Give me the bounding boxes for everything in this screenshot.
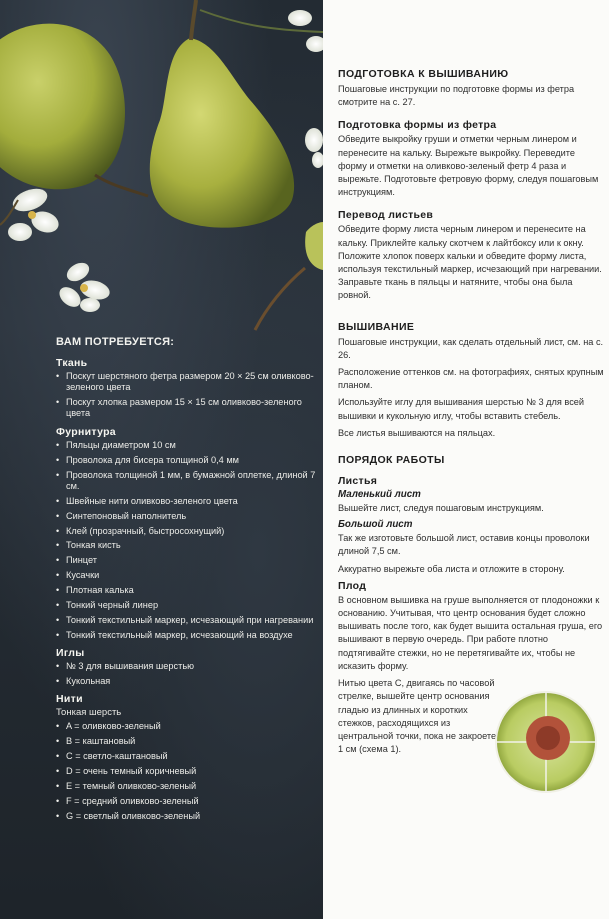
list-item: • Кукольная (56, 676, 316, 687)
list-item: • Швейные нити оливково-зеленого цвета (56, 496, 316, 507)
instructions-panel (323, 0, 609, 919)
instructions-content (338, 68, 606, 760)
embroidery-p3: Используйте иглу для вышивания шерстью № 3 для всей вышивки и кукольную иглу, чтобы вставить стебель. (338, 397, 585, 421)
leaves-heading: Листья (338, 475, 378, 488)
needles-heading: Иглы (56, 647, 85, 660)
materials-list (56, 336, 316, 828)
big-leaf-text: Так же изготовьте большой лист, оставив концы проволоки длиной 7,5 см. (338, 533, 590, 557)
prep-intro: Пошаговые инструкции по подготовке формы из фетра смотрите на с. 27. (338, 84, 575, 108)
felt-text: Обведите выкройку груши и отметки черным линером и перенесите на кальку. Вырежьте выкройку. Переведите форму и отметки на оливково-зеленый фетр 4 раза и вырежьте. Подготовьте фетровую форму, следуя пошаговым инструкциям. (338, 134, 599, 198)
threads-heading: Нити (56, 693, 83, 706)
list-item: • Клей (прозрачный, быстросохнущий) (56, 526, 316, 537)
hardware-list (56, 440, 316, 641)
embroidery-title: ВЫШИВАНИЕ (338, 320, 415, 333)
threads-subheading: Тонкая шерсть (56, 707, 122, 719)
leaves-transfer-heading: Перевод листьев (338, 209, 434, 222)
order-title: ПОРЯДОК РАБОТЫ (338, 454, 445, 467)
list-item: • № 3 для вышивания шерстью (56, 661, 316, 672)
materials-title: ВАМ ПОТРЕБУЕТСЯ: (56, 336, 175, 348)
list-item: • Плотная калька (56, 585, 316, 596)
list-item: • Тонкий черный линер (56, 600, 316, 611)
list-item: • D = очень темный коричневый (56, 766, 316, 777)
needles-list (56, 661, 316, 687)
fruit-text-2: Нитью цвета C, двигаясь по часовой стрелке, вышейте центр основания гладью из длинных и коротких стежков, расходящихся из центральной точки, пока не закроете 1 см (схема 1). (338, 678, 497, 755)
hardware-heading: Фурнитура (56, 425, 116, 438)
felt-heading: Подготовка формы из фетра (338, 119, 497, 132)
list-item: • G = светлый оливково-зеленый (56, 811, 316, 822)
list-item: • Проволока толщиной 1 мм, в бумажной оплетке, длиной 7 см. (56, 470, 316, 493)
list-item: • Пяльцы диаметром 10 см (56, 440, 316, 451)
big-leaf-heading: Большой лист (338, 519, 413, 531)
pears-photo (0, 0, 323, 340)
fruit-heading: Плод (338, 579, 367, 592)
list-item: • Тонкая кисть (56, 540, 316, 551)
list-item: • F = средний оливково-зеленый (56, 796, 316, 807)
list-item: • Синтепоновый наполнитель (56, 511, 316, 522)
list-item: • Поскут хлопка размером 15 × 15 см оливково-зеленого цвета (56, 397, 316, 420)
list-item: • Тонкий текстильный маркер, исчезающий на воздухе (56, 630, 316, 641)
embroidery-medallion-image (494, 690, 598, 794)
list-item: • Поскут шерстяного фетра размером 20 × 25 см оливково-зеленого цвета (56, 371, 316, 394)
fabric-list (56, 371, 316, 420)
embroidery-p2: Расположение оттенков см. на фотографиях, снятых крупным планом. (338, 367, 604, 391)
list-item: • Проволока для бисера толщиной 0,4 мм (56, 455, 316, 466)
list-item: • Пинцет (56, 555, 316, 566)
list-item: • A = оливково-зеленый (56, 721, 316, 732)
embroidery-p4: Все листья вышиваются на пяльцах. (338, 427, 496, 438)
list-item: • C = светло-каштановый (56, 751, 316, 762)
fabric-heading: Ткань (56, 357, 88, 369)
cut-leaves-text: Аккуратно вырежьте оба листа и отложите в сторону. (338, 563, 565, 574)
small-leaf-heading: Маленький лист (338, 489, 421, 501)
prep-title: ПОДГОТОВКА К ВЫШИВАНИЮ (338, 68, 509, 80)
threads-list (56, 721, 316, 822)
list-item: • B = каштановый (56, 736, 316, 747)
list-item: • Тонкий текстильный маркер, исчезающий при нагревании (56, 615, 316, 626)
leaves-transfer-text: Обведите форму листа черным линером и перенесите на кальку. Приклейте кальку скотчем к лайтбоксу или к окну. Положите хлопок поверх кальки и обведите форму листа, используя текстильный маркер, исчезающий при нагревании. Заправьте ткань в пяльцы и натяните, чтобы она была ровной. (338, 224, 602, 301)
small-leaf-text: Вышейте лист, следуя пошаговым инструкциям. (338, 503, 544, 514)
list-item: • E = темный оливково-зеленый (56, 781, 316, 792)
fruit-text-1: В основном вышивка на груше выполняется от плодоножки к основанию. Учитывая, что центр основания будет сложно вышивать после того, как будет вышита остальная груша, его вышивают в первую очередь. При работе плотно подтягивайте стежки, но не перетягивайте их, чтобы не исказить форму. (338, 594, 603, 671)
embroidery-p1: Пошаговые инструкции, как сделать отдельный лист, см. на с. 26. (338, 336, 604, 360)
list-item: • Кусачки (56, 570, 316, 581)
